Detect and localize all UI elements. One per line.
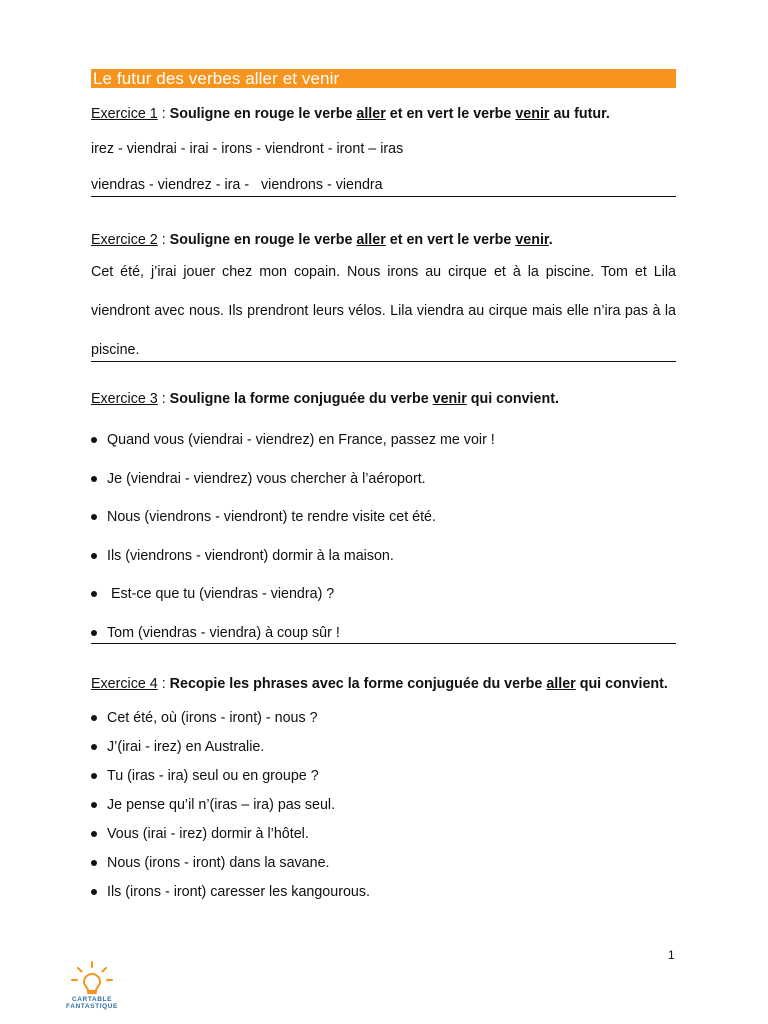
exercise-1-label: Exercice 1 [91, 106, 158, 122]
exercise-1-words-line-2: viendras - viendrez - ira - viendrons - viendra [91, 177, 383, 193]
divider [91, 196, 676, 197]
list-item: Je (viendrai - viendrez) vous chercher à l’aéroport. [91, 469, 495, 489]
exercise-1-words-line-1: irez - viendrai - irai - irons - viendront - iront – iras [91, 141, 404, 157]
bullet-icon [91, 715, 97, 721]
list-item: Tom (viendras - viendra) à coup sûr ! [91, 623, 495, 643]
bullet-icon [91, 591, 97, 597]
list-item: Ils (irons - iront) caresser les kangourous. [91, 882, 370, 902]
page-title: Le futur des verbes aller et venir [91, 69, 676, 88]
exercise-2-heading: Exercice 2 : Souligne en rouge le verbe aller et en vert le verbe venir. [91, 232, 553, 248]
list-item: Est-ce que tu (viendras - viendra) ? [91, 584, 495, 604]
exercise-3-instruction: Souligne la forme conjuguée du verbe venir qui convient. [169, 391, 559, 407]
page-number: 1 [668, 948, 675, 962]
bullet-icon [91, 437, 97, 443]
exercise-4-instruction: Recopie les phrases avec la forme conjuguée du verbe aller qui convient. [169, 676, 668, 692]
list-item: Vous (irai - irez) dormir à l’hôtel. [91, 824, 370, 844]
exercise-2-label: Exercice 2 [91, 232, 158, 248]
exercise-4-list [91, 708, 370, 902]
bullet-icon [91, 889, 97, 895]
bullet-icon [91, 860, 97, 866]
list-item: Tu (iras - ira) seul ou en groupe ? [91, 766, 370, 786]
list-item: J’(irai - irez) en Australie. [91, 737, 370, 757]
bullet-icon [91, 514, 97, 520]
divider [91, 361, 676, 362]
bullet-icon [91, 802, 97, 808]
exercise-2-instruction: Souligne en rouge le verbe aller et en vert le verbe venir. [169, 232, 553, 248]
list-item: Quand vous (viendrai - viendrez) en France, passez me voir ! [91, 430, 495, 450]
bullet-icon [91, 773, 97, 779]
exercise-1-instruction: Souligne en rouge le verbe aller et en vert le verbe venir au futur. [169, 106, 610, 122]
brand-logo-text: CARTABLE FANTASTIQUE [66, 996, 118, 1010]
exercise-1-heading: Exercice 1 : Souligne en rouge le verbe aller et en vert le verbe venir au futur. [91, 106, 610, 122]
bullet-icon [91, 831, 97, 837]
list-item: Cet été, où (irons - iront) - nous ? [91, 708, 370, 728]
exercise-4-label: Exercice 4 [91, 676, 158, 692]
exercise-2-paragraph: Cet été, j’irai jouer chez mon copain. Nous irons au cirque et à la piscine. Tom et Lila viendront avec nous. Ils prendront leurs vélos. Lila viendra au cirque mais elle n’ira pas à la piscine. [91, 264, 676, 358]
bullet-icon [91, 744, 97, 750]
list-item: Nous (viendrons - viendront) te rendre visite cet été. [91, 507, 495, 527]
list-item: Ils (viendrons - viendront) dormir à la maison. [91, 546, 495, 566]
exercise-4-heading: Exercice 4 : Recopie les phrases avec la forme conjuguée du verbe aller qui convient. [91, 676, 668, 692]
bullet-icon [91, 553, 97, 559]
bullet-icon [91, 476, 97, 482]
exercise-3-label: Exercice 3 [91, 391, 158, 407]
list-item: Nous (irons - iront) dans la savane. [91, 853, 370, 873]
bullet-icon [91, 630, 97, 636]
exercise-3-list [91, 430, 495, 643]
list-item: Je pense qu’il n’(iras – ira) pas seul. [91, 795, 370, 815]
exercise-3-heading: Exercice 3 : Souligne la forme conjuguée du verbe venir qui convient. [91, 391, 559, 407]
divider [91, 643, 676, 644]
